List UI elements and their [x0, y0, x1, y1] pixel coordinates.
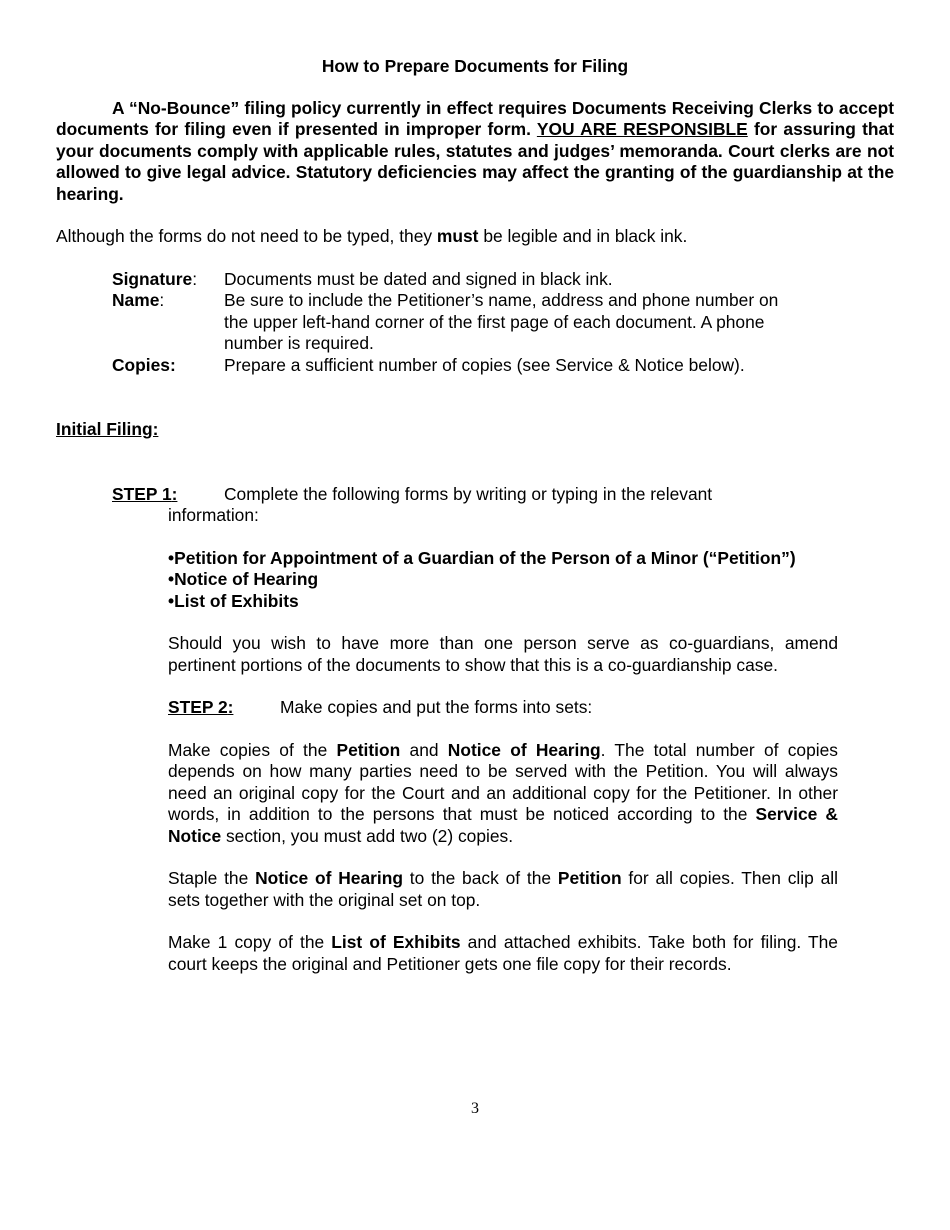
you-are-responsible: YOU ARE RESPONSIBLE — [536, 119, 748, 139]
term-name: Name — [112, 290, 160, 310]
intro-paragraph — [56, 98, 894, 206]
term-signature: Signature — [112, 268, 193, 289]
intro-text-2: for assuring that your documents comply with applicable rules, statutes and judges’ memoranda. Court clerks are not allowed to give legal advice. Statutory deficiencies may affect the granting of the guardianship at the hearing. — [56, 119, 894, 204]
desc-name: Be sure to include the Petitioner’s name, address and phone number on the upper left-hand corner of the first page of each document. A phone number is required. — [224, 290, 779, 353]
step-1-label: STEP 1: — [112, 483, 178, 504]
co-guardian-paragraph: Should you wish to have more than one person serve as co-guardians, amend pertinent portions of the documents to show that this is a co-guardianship case. — [168, 633, 838, 675]
form-item-petition: •Petition for Appointment of a Guardian of the Person of a Minor (“Petition”) — [168, 547, 796, 568]
desc-copies: Prepare a sufficient number of copies (see Service & Notice below). — [224, 354, 745, 375]
requirements-list — [112, 269, 894, 377]
page-number: 3 — [471, 1100, 479, 1117]
form-item-notice: •Notice of Hearing — [168, 569, 319, 589]
staple-paragraph: Staple the Notice of Hearing to the back of the Petition for all copies. Then clip all sets together with the original set on top. — [168, 868, 838, 910]
requirement-name: Name: Be sure to include the Petitioner’s name, address and phone number on the upper left-hand corner of the first page of each document. A phone number is required. — [112, 290, 894, 355]
step-1 — [112, 484, 894, 527]
desc-signature: Documents must be dated and signed in black ink. — [224, 268, 613, 289]
requirement-copies — [112, 355, 894, 377]
exhibits-paragraph: Make 1 copy of the List of Exhibits and attached exhibits. Take both for filing. The court keeps the original and Petitioner gets one file copy for their records. — [168, 932, 838, 974]
step-2-text: Make copies and put the forms into sets: — [280, 697, 593, 717]
term-copies: Copies: — [112, 354, 176, 375]
forms-list — [168, 548, 838, 613]
form-item-exhibits: •List of Exhibits — [168, 590, 299, 611]
page-title: How to Prepare Documents for Filing — [321, 56, 629, 76]
must-emphasis: must — [436, 226, 479, 246]
step-1-text-cont: information: — [168, 505, 259, 525]
step-2 — [168, 697, 838, 719]
requirement-signature: Signature: Documents must be dated and signed in black ink. — [112, 269, 894, 291]
intro-text-1: A “No-Bounce” filing policy currently in effect requires Documents Receiving Clerks to accept documents for filing even if presented in improper form. — [56, 97, 894, 139]
step-2-label: STEP 2: — [168, 697, 234, 717]
section-heading-initial-filing: Initial Filing: — [56, 419, 159, 439]
step-1-text: Complete the following forms by writing or typing in the relevant — [224, 483, 713, 504]
document-page — [56, 56, 894, 996]
step-content — [168, 548, 838, 976]
copies-paragraph: Make copies of the Petition and Notice of Hearing. The total number of copies depends on how many parties need to be served with the Petition. You will always need an original copy for the Court and an additional copy for the Petitioner. In other words, in addition to the persons that must be noticed according to the Service & Notice section, you must add two (2) copies. — [168, 739, 838, 846]
legibility-note: Although the forms do not need to be typed, they must be legible and in black ink. — [56, 226, 688, 246]
